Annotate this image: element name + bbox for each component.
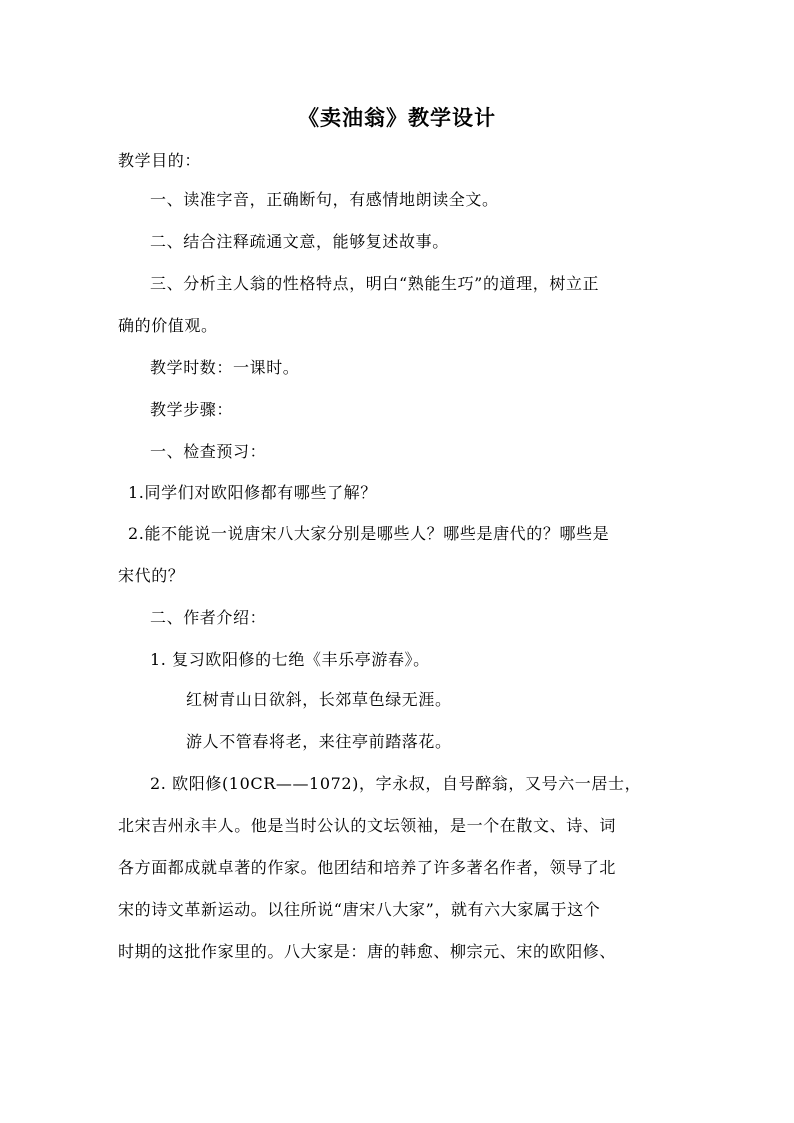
teaching-hours: 教学时数：一课时。 bbox=[150, 358, 300, 377]
author-paragraph-line-2: 北宋吉州永丰人。他是当时公认的文坛领袖，是一个在散文、诗、词 bbox=[118, 816, 617, 835]
poem-line-1: 红树青山日欲斜，长郊草色绿无涯。 bbox=[186, 690, 452, 709]
poem-line-2: 游人不管春将老，来往亭前踏落花。 bbox=[186, 732, 452, 751]
objective-3-continued: 确的价值观。 bbox=[118, 316, 218, 335]
question-1: 1.同学们对欧阳修都有哪些了解？ bbox=[128, 483, 377, 502]
document-title: 《卖油翁》教学设计 bbox=[298, 105, 496, 130]
objective-1: 一、读准字音，正确断句，有感情地朗读全文。 bbox=[150, 190, 499, 209]
question-2: 2.能不能说一说唐宋八大家分别是哪些人？哪些是唐代的？哪些是 bbox=[128, 524, 610, 543]
author-paragraph-line-4: 宋的诗文革新运动。以往所说“唐宋八大家”，就有六大家属于这个 bbox=[118, 900, 601, 919]
question-2-continued: 宋代的？ bbox=[118, 566, 185, 585]
author-paragraph-line-5: 时期的这批作家里的。八大家是：唐的韩愈、柳宗元、宋的欧阳修、 bbox=[118, 942, 617, 961]
section-heading-steps: 教学步骤： bbox=[150, 400, 234, 419]
step-2-heading: 二、作者介绍： bbox=[150, 608, 267, 627]
objective-3: 三、分析主人翁的性格特点，明白“熟能生巧”的道理，树立正 bbox=[150, 274, 600, 293]
section-heading-objectives: 教学目的： bbox=[118, 151, 202, 170]
step-1-heading: 一、检查预习： bbox=[150, 442, 267, 461]
author-paragraph-line-3: 各方面都成就卓著的作家。他团结和培养了许多著名作者，领导了北 bbox=[118, 858, 617, 877]
author-item-1: 1. 复习欧阳修的七绝《丰乐亭游春》。 bbox=[150, 650, 430, 669]
objective-2: 二、结合注释疏通文意，能够复述故事。 bbox=[150, 232, 449, 251]
author-item-2: 2. 欧阳修(10CR——1072)，字永叔，自号醉翁，又号六一居士， bbox=[150, 774, 642, 793]
